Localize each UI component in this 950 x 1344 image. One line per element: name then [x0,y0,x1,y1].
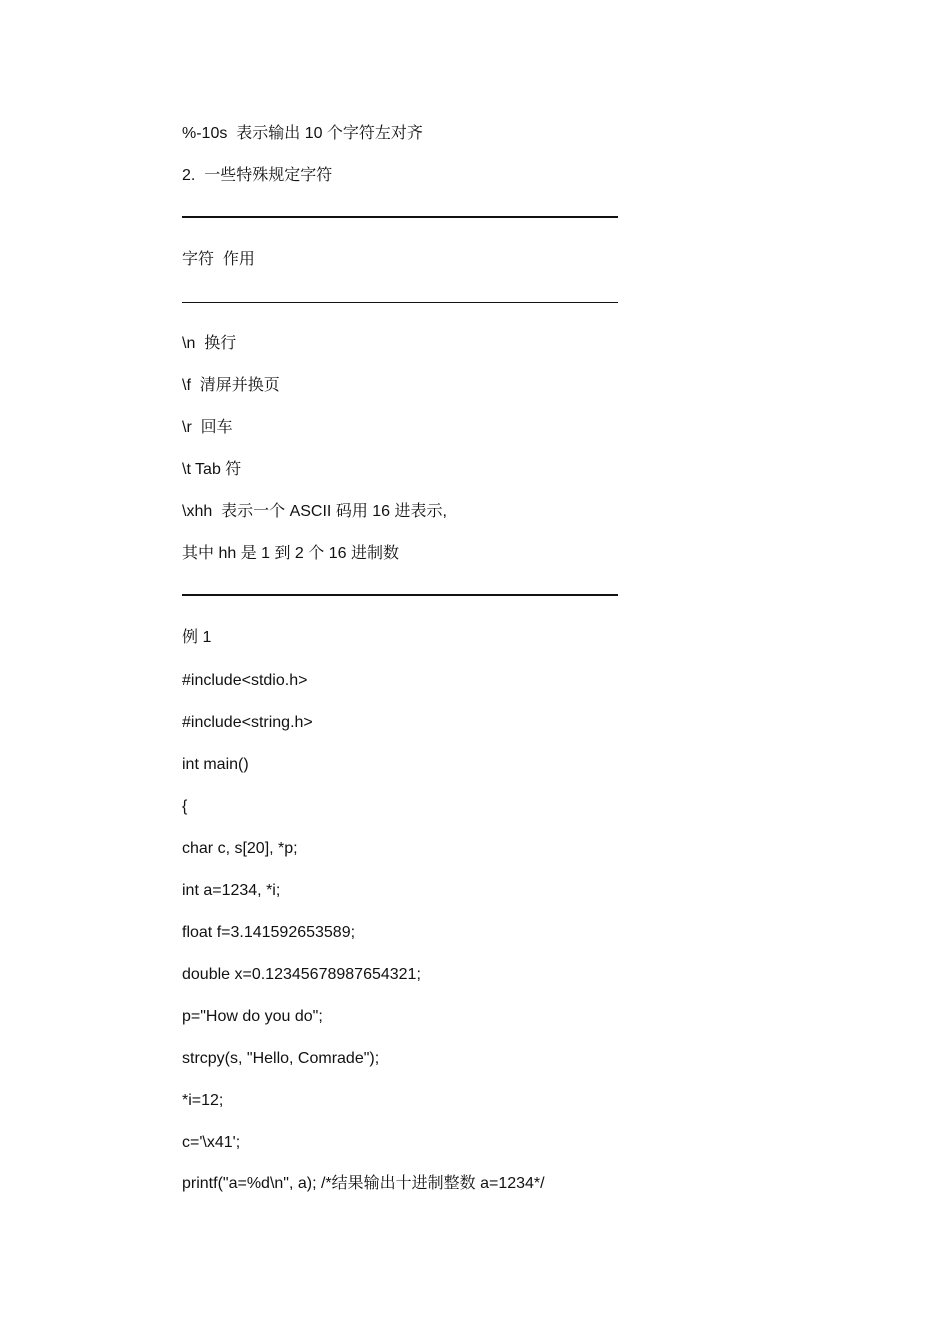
table-row-hex: \xhh 表示一个 ASCII 码用 16 进表示, [182,503,447,520]
table-row-return: \r 回车 [182,419,233,436]
code-line: int main() [182,756,249,773]
code-line: { [182,798,188,815]
code-line: double x=0.12345678987654321; [182,966,421,983]
format-left-align-text: %-10s 表示输出 10 个字符左对齐 [182,125,423,142]
code-line: #include<stdio.h> [182,672,308,689]
code-line: char c, s[20], *p; [182,840,298,857]
table-row-formfeed: \f 清屏并换页 [182,377,280,394]
table-header: 字符 作用 [182,251,255,268]
example-heading: 例 1 [182,629,212,646]
code-line: c='\x41'; [182,1134,241,1151]
code-line: float f=3.141592653589; [182,924,356,941]
code-line: printf("a=%d\n", a); /*结果输出十进制整数 a=1234*/ [182,1175,545,1192]
table-row-hex-note: 其中 hh 是 1 到 2 个 16 进制数 [182,545,399,562]
code-line: p="How do you do"; [182,1008,323,1025]
code-line: int a=1234, *i; [182,882,281,899]
table-header-rule [182,302,618,303]
code-line: *i=12; [182,1092,224,1109]
section-heading-special-chars: 2. 一些特殊规定字符 [182,167,333,184]
table-bottom-rule [182,594,618,596]
table-row-tab: \t Tab 符 [182,461,242,478]
code-line: #include<string.h> [182,714,313,731]
code-line: strcpy(s, "Hello, Comrade"); [182,1050,380,1067]
table-row-newline: \n 换行 [182,335,237,352]
table-top-rule [182,216,618,218]
